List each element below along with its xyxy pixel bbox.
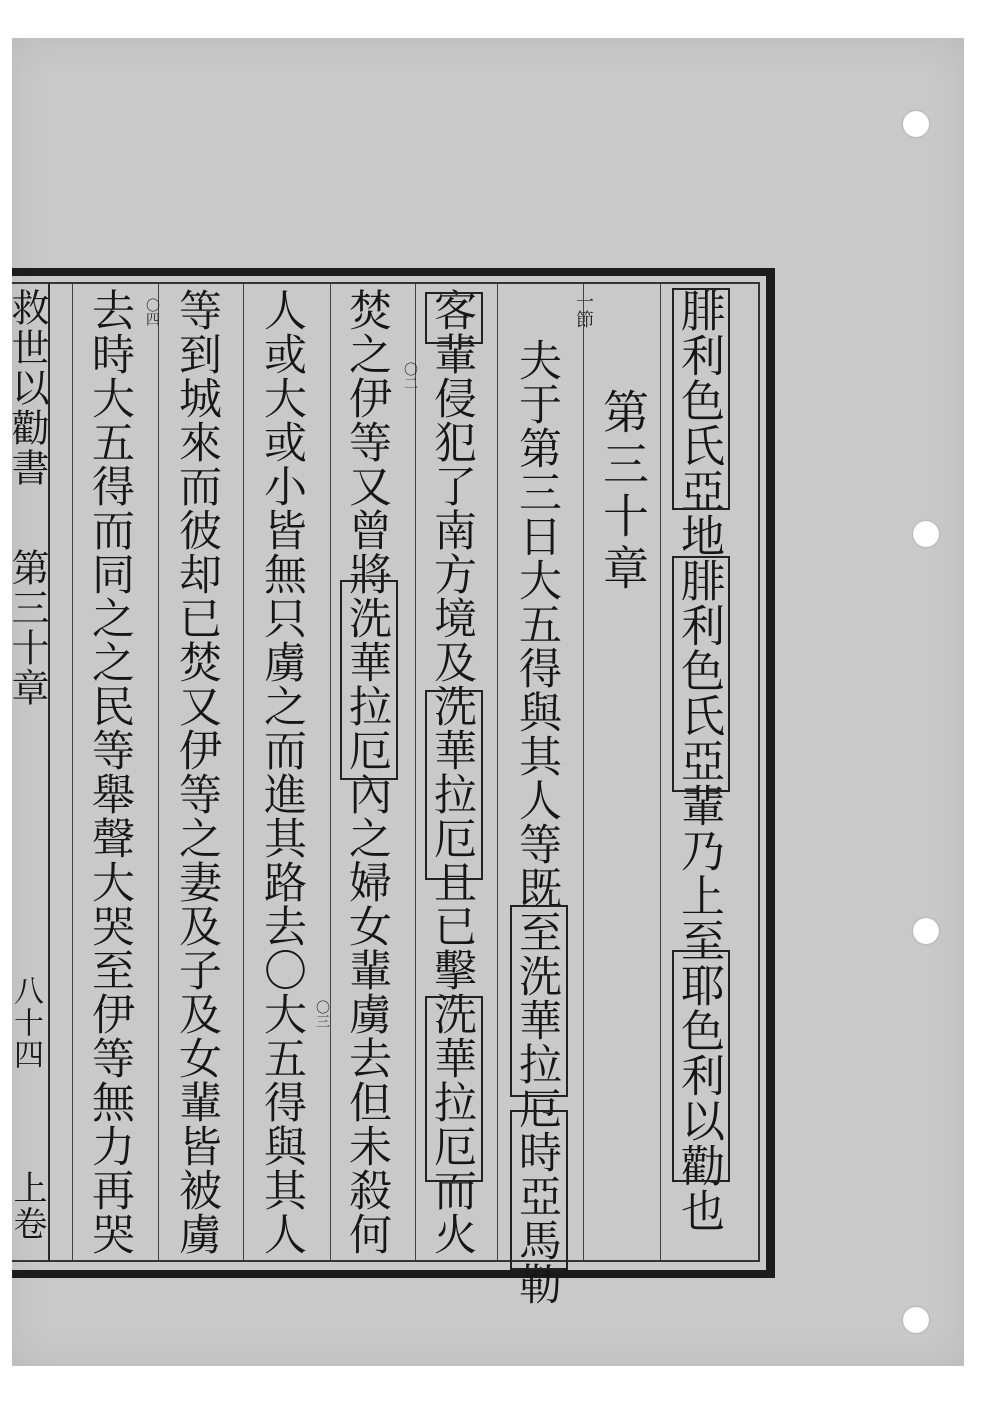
- column-rule: [158, 284, 159, 1260]
- punch-hole: [903, 1307, 929, 1333]
- chapter-heading: 第三十章: [596, 388, 650, 596]
- column-rule: [330, 284, 331, 1260]
- margin-chapter: 第三十章: [5, 548, 49, 708]
- verse-mark: 〇三: [314, 1000, 330, 1028]
- margin-volume: 上卷: [7, 1170, 47, 1242]
- name-box: [672, 288, 730, 510]
- text-column-7: 等到城來而彼却已焚又伊等之妻及子及女輩皆被虜: [172, 288, 222, 1256]
- name-box: [672, 950, 730, 1182]
- column-rule: [660, 284, 661, 1260]
- section-mark: 一節: [573, 292, 594, 328]
- text-column-4: 客輩侵犯了南方境及洗華拉厄且已擊洗華拉厄而火: [427, 288, 477, 1256]
- name-box: [425, 996, 483, 1182]
- name-box: [510, 1110, 568, 1270]
- margin-title: 救世以勸書: [5, 288, 49, 488]
- text-column-3: 夫于第三日大五得與其人等既至洗華拉厄時亞馬勒: [512, 338, 562, 1306]
- name-box: [425, 292, 483, 344]
- text-column-5: 焚之伊等又曾將洗華拉厄內之婦女輩虜去但未殺何: [342, 288, 392, 1256]
- text-column-8: 去時大五得而同之之民等舉聲大哭至伊等無力再哭: [85, 288, 135, 1256]
- column-rule: [72, 284, 73, 1260]
- text-column-1: 腓利色氏亞地腓利色氏亞輩乃上至耶色利以勸也: [673, 288, 724, 1233]
- column-rule: [583, 284, 584, 1260]
- column-rule: [415, 284, 416, 1260]
- column-rule: [497, 284, 498, 1260]
- name-box: [425, 690, 483, 880]
- text-column-6: 人或大或小皆無只虜之而進其路去〇大五得與其人: [257, 288, 307, 1256]
- punch-hole: [913, 521, 939, 547]
- name-box: [510, 905, 568, 1097]
- column-rule: [243, 284, 244, 1260]
- name-box: [672, 556, 730, 792]
- name-box: [340, 580, 398, 780]
- punch-hole: [903, 111, 929, 137]
- punch-hole: [913, 918, 939, 944]
- margin-folio: 八十四: [8, 975, 43, 1071]
- verse-mark: 〇四: [144, 298, 160, 326]
- verse-mark: 〇二: [402, 362, 418, 390]
